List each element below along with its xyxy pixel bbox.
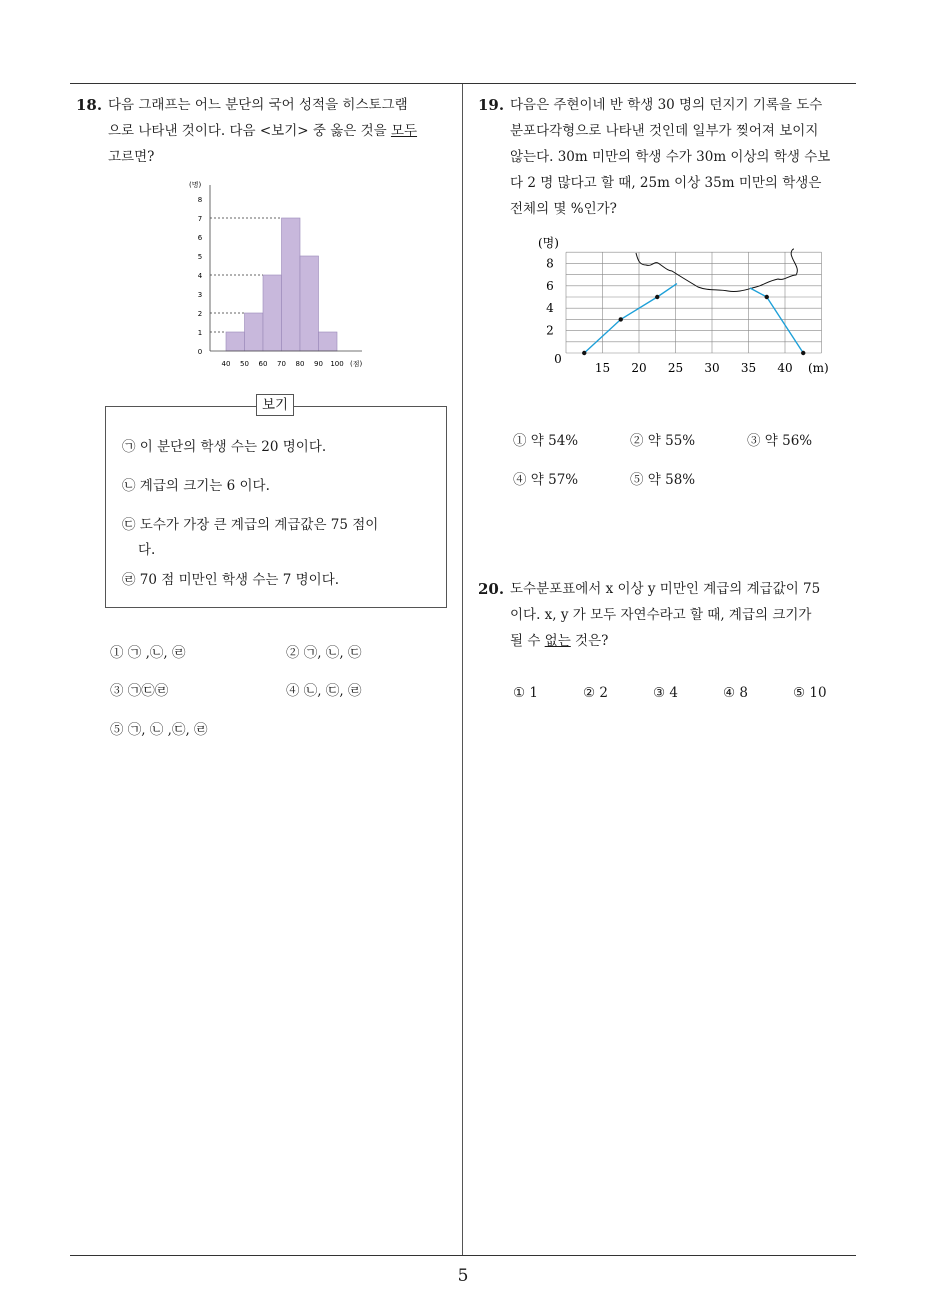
y-tick-label: 0 xyxy=(554,352,562,366)
question-19 xyxy=(478,92,860,222)
question-number: 20. xyxy=(478,580,505,598)
x-tick-label: 35 xyxy=(740,361,757,375)
y-tick-label: 2 xyxy=(197,310,203,318)
x-tick-label: 40 xyxy=(221,360,231,368)
question-20 xyxy=(478,576,860,654)
bogi-item: 다. xyxy=(138,542,156,558)
x-tick-label: 15 xyxy=(594,361,611,375)
question-text-line: 전체의 몇 %인가? xyxy=(510,201,617,217)
choice-5[interactable]: ⑤ 약 58% xyxy=(630,472,696,488)
data-point xyxy=(765,295,769,299)
top-rule xyxy=(70,83,856,84)
underlined-word: 모두 xyxy=(390,123,418,139)
choice-3[interactable]: ③ 4 xyxy=(653,685,678,701)
x-tick-label: 50 xyxy=(240,360,249,368)
frequency-polygon-chart xyxy=(528,231,838,381)
column-divider xyxy=(462,84,463,1256)
x-axis-unit: (m) xyxy=(808,361,829,375)
x-tick-label: 40 xyxy=(777,361,793,375)
question-text-line xyxy=(108,118,456,144)
choice-5[interactable]: ⑤ 10 xyxy=(793,685,827,701)
series-line xyxy=(584,284,677,353)
bogi-title: 보기 xyxy=(256,394,294,416)
choice-5[interactable]: ⑤ ㉠, ㉡ ,㉢, ㉣ xyxy=(110,722,208,738)
question-text-line: 않는다. 30m 미만의 학생 수가 30m 이상의 학생 수보 xyxy=(510,149,831,165)
x-tick-label: 90 xyxy=(314,360,323,368)
y-tick-label: 5 xyxy=(197,253,203,261)
histogram-bar xyxy=(300,256,319,351)
choice-4[interactable]: ④ 8 xyxy=(723,685,748,701)
page-number: 5 xyxy=(457,1266,469,1286)
histogram-bar xyxy=(319,332,338,351)
question-text-line: 이다. x, y 가 모두 자연수라고 할 때, 계급의 크기가 xyxy=(510,607,812,623)
question-18 xyxy=(76,92,456,170)
data-point xyxy=(619,317,623,321)
x-tick-label: 30 xyxy=(704,361,720,375)
x-axis-unit: (점) xyxy=(350,360,363,368)
x-tick-label: 100 xyxy=(330,360,344,368)
bogi-item: ㉢ 도수가 가장 큰 계급의 계급값은 75 점이 xyxy=(122,517,379,533)
y-axis-unit: (명) xyxy=(538,236,559,250)
data-point xyxy=(801,351,805,355)
question-text-line xyxy=(510,628,860,654)
y-tick-label: 8 xyxy=(197,196,203,204)
choice-2[interactable]: ② 약 55% xyxy=(630,433,696,449)
y-tick-label: 6 xyxy=(546,278,554,293)
choice-1[interactable]: ① 1 xyxy=(513,685,538,701)
question-text-line: 고르면? xyxy=(108,149,155,165)
y-tick-label: 4 xyxy=(546,301,554,316)
question-text: 될 수 xyxy=(510,633,545,649)
y-tick-label: 4 xyxy=(197,272,203,280)
series-line xyxy=(750,288,803,353)
bogi-item: ㉠ 이 분단의 학생 수는 20 명이다. xyxy=(122,439,327,455)
y-tick-label: 0 xyxy=(197,348,203,356)
choice-1[interactable]: ① 약 54% xyxy=(513,433,579,449)
question-number: 19. xyxy=(478,96,505,114)
y-tick-label: 7 xyxy=(197,215,203,223)
choice-3[interactable]: ③ ㉠㉢㉣ xyxy=(110,683,169,699)
data-point xyxy=(582,351,586,355)
y-tick-label: 8 xyxy=(546,256,554,271)
y-axis-unit: (명) xyxy=(189,181,202,189)
bogi-item: ㉣ 70 점 미만인 학생 수는 7 명이다. xyxy=(122,572,340,588)
question-text: 것은? xyxy=(570,633,609,649)
x-tick-label: 80 xyxy=(295,360,305,368)
question-text-line: 분포다각형으로 나타낸 것인데 일부가 찢어져 보이지 xyxy=(510,123,819,139)
bogi-item: ㉡ 계급의 크기는 6 이다. xyxy=(122,478,270,494)
question-text-line: 다 2 명 많다고 할 때, 25m 이상 35m 미만의 학생은 xyxy=(510,175,822,191)
choice-1[interactable]: ① ㉠ ,㉡, ㉣ xyxy=(110,645,186,661)
y-tick-label: 6 xyxy=(197,234,203,242)
x-tick-label: 70 xyxy=(277,360,286,368)
data-point xyxy=(655,295,659,299)
y-tick-label: 3 xyxy=(197,291,203,299)
histogram-chart xyxy=(186,175,386,375)
histogram-bar xyxy=(282,218,301,351)
histogram-bar xyxy=(263,275,282,351)
torn-edge xyxy=(636,249,797,292)
x-tick-label: 25 xyxy=(667,361,684,375)
y-tick-label: 2 xyxy=(546,323,554,338)
question-number: 18. xyxy=(76,96,103,114)
choice-4[interactable]: ④ ㉡, ㉢, ㉣ xyxy=(286,683,362,699)
bottom-rule xyxy=(70,1255,856,1256)
x-tick-label: 20 xyxy=(631,361,647,375)
choice-4[interactable]: ④ 약 57% xyxy=(513,472,579,488)
question-text-line: 다음 그래프는 어느 분단의 국어 성적을 히스토그램 xyxy=(108,97,408,113)
choice-3[interactable]: ③ 약 56% xyxy=(747,433,813,449)
choice-2[interactable]: ② 2 xyxy=(583,685,608,701)
x-tick-label: 60 xyxy=(258,360,268,368)
histogram-bar xyxy=(226,332,245,351)
underlined-word: 없는 xyxy=(544,633,571,649)
y-tick-label: 1 xyxy=(197,329,203,337)
question-text: 으로 나타낸 것이다. 다음 <보기> 중 옳은 것을 xyxy=(108,123,391,139)
choice-2[interactable]: ② ㉠, ㉡, ㉢ xyxy=(286,645,362,661)
histogram-bar xyxy=(245,313,264,351)
question-text-line: 도수분포표에서 x 이상 y 미만인 계급의 계급값이 75 xyxy=(510,581,821,597)
question-text-line: 다음은 주현이네 반 학생 30 명의 던지기 기록을 도수 xyxy=(510,97,823,113)
